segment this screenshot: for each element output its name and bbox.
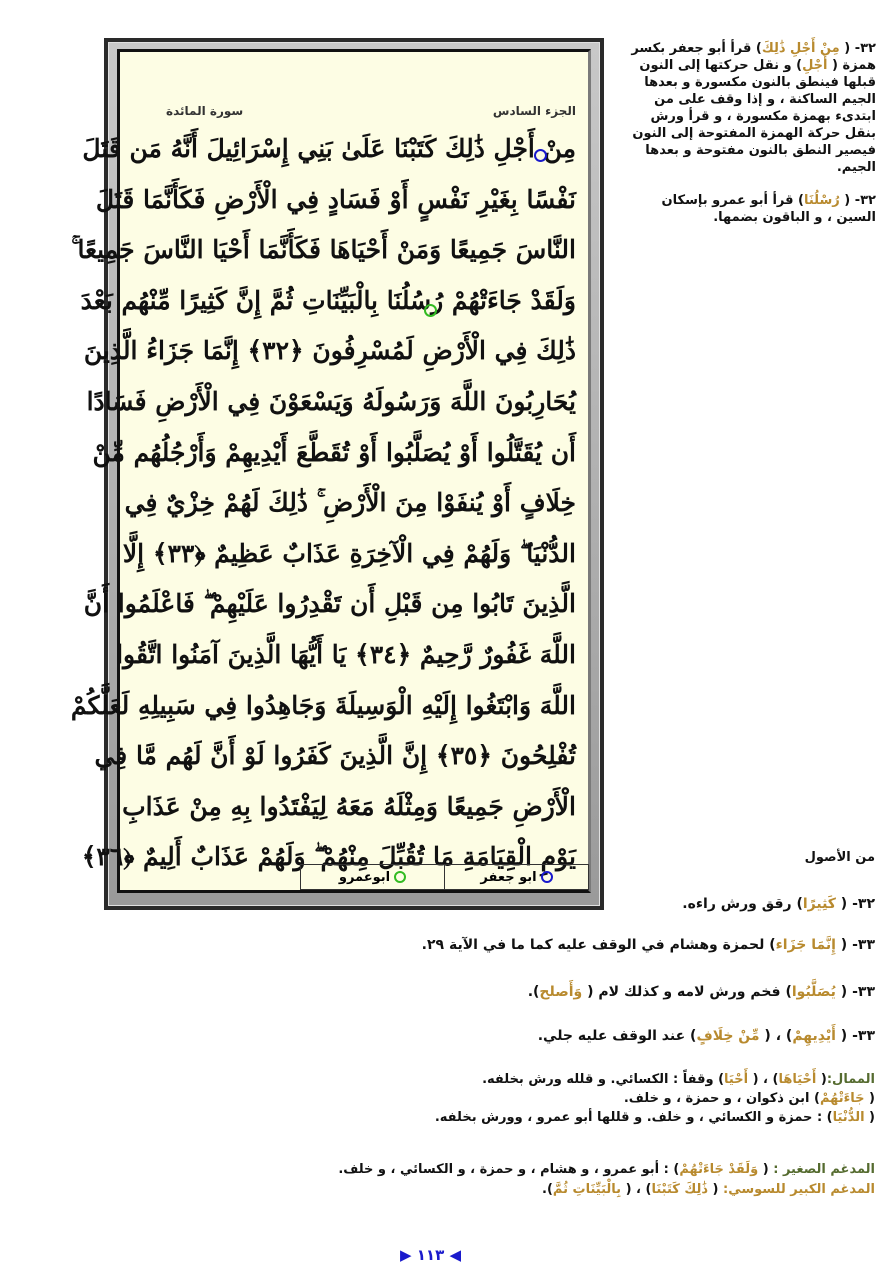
legend-abu-jafar: ابو جعفر	[445, 865, 588, 889]
mushaf-page	[70, 49, 591, 893]
quran-line: تُفْلِحُونَ ﴿٣٥﴾ إِنَّ الَّذِينَ كَفَرُوا لَوْ أَنَّ لَهُم مَّا فِي	[94, 741, 576, 771]
quran-line: نَفْسًا بِغَيْرِ نَفْسٍ أَوْ فَسَادٍ فِي الْأَرْضِ فَكَأَنَّمَا قَتَلَ	[95, 184, 576, 214]
surah-label: سورة المائدة	[166, 104, 244, 118]
next-page-arrow-icon[interactable]: ▶	[400, 1246, 412, 1264]
idgham-big: المدغم الكبير للسوسي: ( ذَٰلِكَ كَتَبْنَا) ، ( بِالْبَيِّنَاتِ ثُمَّ).	[542, 1182, 875, 1197]
note-32-ajl: ٣٢- ( مِنْ أَجْلِ ذَٰلِكَ) قرأ أبو جعفر بكسر همزة ( أَجْلِ) و نقل حركتها إلى النون قبلها فينطق بالنون مكسورة و بعدها الجيم الساكنة ، و إذا وقف على من ابتدىء بهمزة مكسورة ، و قرأ ورش بنقل حركة الهمزة المفتوحة إلى النون فيصير النطق بالنون مفتوحة و بعدها الجيم.	[631, 41, 876, 175]
quran-line: الدُّنْيَا ۖ وَلَهُمْ فِي الْآخِرَةِ عَذَابٌ عَظِيمٌ ﴿٣٣﴾ إِلَّا	[122, 538, 576, 568]
usul-note: ٣٣- ( أَيْدِيهِمْ) ، ( مِّنْ خِلَافٍ) عند الوقف عليه جلي.	[537, 1028, 875, 1044]
abu-jafar-marker-icon	[534, 149, 547, 162]
quran-line: أَن يُقَتَّلُوا أَوْ يُصَلَّبُوا أَوْ تُقَطَّعَ أَيْدِيهِمْ وَأَرْجُلُهُم مِّنْ	[92, 437, 576, 467]
idgham-small: المدغم الصغير : ( وَلَقَدْ جَاءَتْهُمْ) : أبو عمرو ، و هشام ، و حمزة ، و الكسائي ، و خلف.	[338, 1162, 875, 1177]
quran-line: يَوْمِ الْقِيَامَةِ مَا تُقُبِّلَ مِنْهُمْ ۖ وَلَهُمْ عَذَابٌ أَلِيمٌ ﴿٣٦﴾	[81, 842, 576, 872]
usul-note: ٣٣- ( يُصَلَّبُوا) فخم ورش لامه و كذلك لام ( وَأَصلح).	[527, 984, 875, 1000]
quran-line: اللَّهَ غَفُورٌ رَّحِيمٌ ﴿٣٤﴾ يَا أَيُّهَا الَّذِينَ آمَنُوا اتَّقُوا	[116, 639, 576, 669]
quran-line: خِلَافٍ أَوْ يُنفَوْا مِنَ الْأَرْضِ ۚ ذَٰلِكَ لَهُمْ خِزْيٌ فِي	[124, 488, 576, 518]
mushaf-page-frame	[70, 38, 604, 910]
quran-line: الْأَرْضِ جَمِيعًا وَمِثْلَهُ مَعَهُ لِيَفْتَدُوا بِهِ مِنْ عَذَابِ	[122, 791, 576, 821]
juz-label: الجزء السادس	[492, 104, 576, 118]
green-circle-icon	[394, 871, 406, 883]
imala-line: ( جَاءَتْهُمْ) ابن ذكوان ، و حمزة ، و خلف.	[623, 1091, 875, 1106]
quran-line: اللَّهَ وَابْتَغُوا إِلَيْهِ الْوَسِيلَةَ وَجَاهِدُوا فِي سَبِيلِهِ لَعَلَّكُمْ	[70, 690, 576, 720]
usul-title: من الأصول	[804, 850, 875, 865]
page-header	[166, 104, 576, 118]
blue-circle-icon	[541, 871, 553, 883]
quran-line: مِنْ أَجْلِ ذَٰلِكَ كَتَبْنَا عَلَىٰ بَنِي إِسْرَائِيلَ أَنَّهُ مَن قَتَلَ	[82, 134, 576, 163]
imala-line: الممال:( أَحْيَاهَا) ، ( أَحْيَا) وقفاً : الكسائي. و قلله ورش بخلفه.	[482, 1072, 875, 1087]
quran-line: النَّاسَ جَمِيعًا وَمَنْ أَحْيَاهَا فَكَأَنَّمَا أَحْيَا النَّاسَ جَمِيعًا ۚ	[71, 235, 576, 265]
legend-abu-amr: ابوعمرو	[301, 865, 445, 889]
page-number: ١١٣	[416, 1246, 445, 1264]
imala-line: ( الدُّنْيَا) : حمزة و الكسائي ، و خلف. و قللها أبو عمرو ، وورش بخلفه.	[434, 1110, 875, 1125]
note-32-rusluna: ٣٢- ( رُسْلُنَا) قرأ أبو عمرو بإسكان السين ، و الباقون بضمها.	[661, 193, 876, 225]
quran-line: ذَٰلِكَ فِي الْأَرْضِ لَمُسْرِفُونَ ﴿٣٢﴾ إِنَّمَا جَزَاءُ الَّذِينَ	[83, 336, 576, 366]
quran-line: وَلَقَدْ جَاءَتْهُمْ رُسُلُنَا بِالْبَيِّنَاتِ ثُمَّ إِنَّ كَثِيرًا مِّنْهُم بَعْدَ	[80, 285, 576, 315]
quran-line: يُحَارِبُونَ اللَّهَ وَرَسُولَهُ وَيَسْعَوْنَ فِي الْأَرْضِ فَسَادًا	[86, 386, 576, 416]
usul-note: ٣٢- ( كَثِيرًا) رقق ورش راءه.	[682, 896, 875, 912]
reader-legend	[300, 864, 589, 890]
quran-line: الَّذِينَ تَابُوا مِن قَبْلِ أَن تَقْدِرُوا عَلَيْهِمْ ۖ فَاعْلَمُوا أَنَّ	[83, 589, 576, 619]
page-navigation	[400, 1246, 461, 1264]
quran-text	[70, 124, 576, 883]
prev-page-arrow-icon[interactable]: ◀	[449, 1246, 462, 1264]
usul-note: ٣٣- ( إِنَّمَا جَزَاء) لحمزة وهشام في الوقف عليه كما ما في الآية ٢٩.	[421, 937, 875, 953]
side-notes	[628, 40, 876, 226]
abu-amr-marker-icon	[424, 304, 437, 317]
